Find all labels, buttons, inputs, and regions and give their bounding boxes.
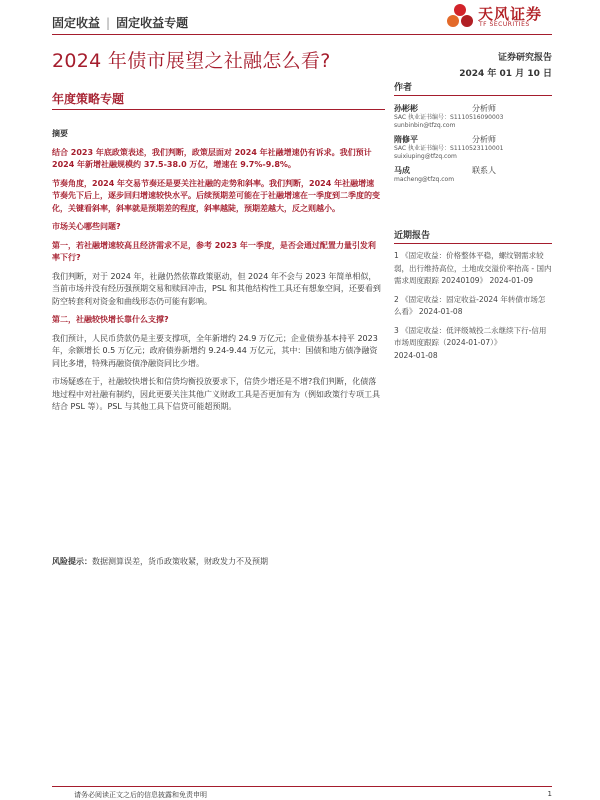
authors-section <box>394 80 552 184</box>
category-label: 固定收益 <box>52 16 101 30</box>
question-1: 第一，若社融增速较高且经济需求不足，参考 2023 年一季度，是否会通过配置力量引发利率下行? <box>52 240 376 262</box>
answer-3: 市场疑惑在于，社融较快增长和信贷均衡投放要求下，信贷少增还是不增?我们判断，化债落地过程中对社融有制约，因此更要关注其他广义财政工具是否更加有为（例如政策行专项工具结合 PSL 等）。PSL 与其他工具下信贷可能超预期。 <box>52 377 380 411</box>
questions-heading: 市场关心哪些问题? <box>52 222 121 231</box>
footer-divider <box>52 786 552 787</box>
related-item[interactable] <box>394 250 552 288</box>
author-name: 孙彬彬 <box>394 104 418 113</box>
related-item-title[interactable]: 3 《固定收益：低评级城投二永继续下行-信用市场周度跟踪（2024-01-07）》 <box>394 325 547 347</box>
company-logo <box>446 2 558 32</box>
report-date: 2024 年 01 月 10 日 <box>459 69 552 79</box>
logo-text: 天风证券 <box>478 5 543 23</box>
author-role: 分析师 <box>472 135 496 144</box>
author-cert: SAC 执业证书编号：S1110516090003 <box>394 114 504 121</box>
author-entry <box>394 103 552 130</box>
summary-paragraph-2: 节奏角度，2024 年交易节奏还是要关注社融的走势和斜率。我们判断，2024 年社融增速节奏先下后上，逐步回归增速较快水平。后续预期差可能在于社融增速在一季度到二季度的变化，关键看斜率，斜率就是预期差的程度，斜率越陡，预期差越大，反之则越小。 <box>52 178 380 213</box>
author-name: 隋修平 <box>394 135 418 144</box>
footer-disclaimer: 请务必阅读正文之后的信息披露和免责申明 <box>74 791 207 799</box>
related-item[interactable] <box>394 325 552 363</box>
report-type: 证券研究报告 <box>497 53 552 63</box>
report-title: 2024 年债市展望之社融怎么看? <box>52 50 331 72</box>
author-email[interactable]: sunbinbin@tfzq.com <box>394 122 456 129</box>
summary-heading: 摘要 <box>52 129 68 138</box>
question-2: 第二，社融较快增长靠什么支撑? <box>52 315 169 324</box>
answer-1: 我们判断，对于 2024 年，社融仍然依靠政策驱动，但 2024 年不会与 2023 年简单相似，当前市场并没有经历强预期交易和赎回冲击，PSL 和其他结构性工具还有想象空间，还要看到防空转套利对资金和曲线形态仍可能有影响。 <box>52 271 381 306</box>
author-role: 联系人 <box>472 166 496 175</box>
related-reports <box>394 228 552 368</box>
related-item-title[interactable]: 2 《固定收益：固定收益-2024 年转债市场怎么看》 <box>394 294 546 316</box>
related-item-title[interactable]: 1 《固定收益：价格整体平稳，螺纹钢需求较弱，出行维持高位，土地成交溢价率抬高 - 国内需求周度跟踪 20240109》 <box>394 251 552 285</box>
subtitle-divider <box>52 109 385 110</box>
logo-mark-icon <box>446 2 474 30</box>
answer-2: 我们预计，人民币贷款仍是主要支撑项，全年新增约 24.9 万亿元；企业债券基本持平 2023 年，余额增长 0.5 万亿元；政府债券新增约 9.24-9.44 万亿元，其中：国债和地方债净融资同比多增，特殊再融资债净融资同比少增。 <box>52 333 378 368</box>
author-email[interactable]: macheng@tfzq.com <box>394 176 455 183</box>
author-cert: SAC 执业证书编号：S1110523110001 <box>394 145 504 152</box>
author-email[interactable]: suixiuping@tfzq.com <box>394 153 457 160</box>
report-body <box>52 128 382 420</box>
report-category <box>52 14 188 31</box>
category-separator: | <box>106 16 111 30</box>
author-entry <box>394 134 552 161</box>
author-name: 马成 <box>394 166 410 175</box>
report-subtitle: 年度策略专题 <box>52 92 125 106</box>
authors-heading: 作者 <box>394 83 413 93</box>
logo-subtext: TF SECURITIES <box>479 21 530 28</box>
related-item-date: 2024-01-08 <box>394 350 438 360</box>
author-entry <box>394 165 552 184</box>
header-divider <box>52 34 552 35</box>
related-item-date: 2024-01-09 <box>489 276 534 285</box>
related-divider <box>394 243 552 244</box>
related-heading: 近期报告 <box>394 231 431 241</box>
related-item-date: 2024-01-08 <box>418 307 463 316</box>
risk-label: 风险提示： <box>52 557 92 566</box>
page-number: 1 <box>547 790 552 798</box>
risk-text: 数据测算误差，货币政策收紧，财政发力不及预期 <box>92 557 268 566</box>
authors-divider <box>394 95 552 96</box>
subcategory-label: 固定收益专题 <box>116 16 189 30</box>
risk-warning <box>52 556 392 567</box>
related-item[interactable] <box>394 294 552 319</box>
summary-paragraph-1: 结合 2023 年底政策表述，我们判断，政策层面对 2024 年社融增速仍有诉求。我们预计 2024 年新增社融规模约 37.5-38.0 万亿，增速在 9.7%-9.8%。 <box>52 147 372 169</box>
author-role: 分析师 <box>472 104 496 113</box>
